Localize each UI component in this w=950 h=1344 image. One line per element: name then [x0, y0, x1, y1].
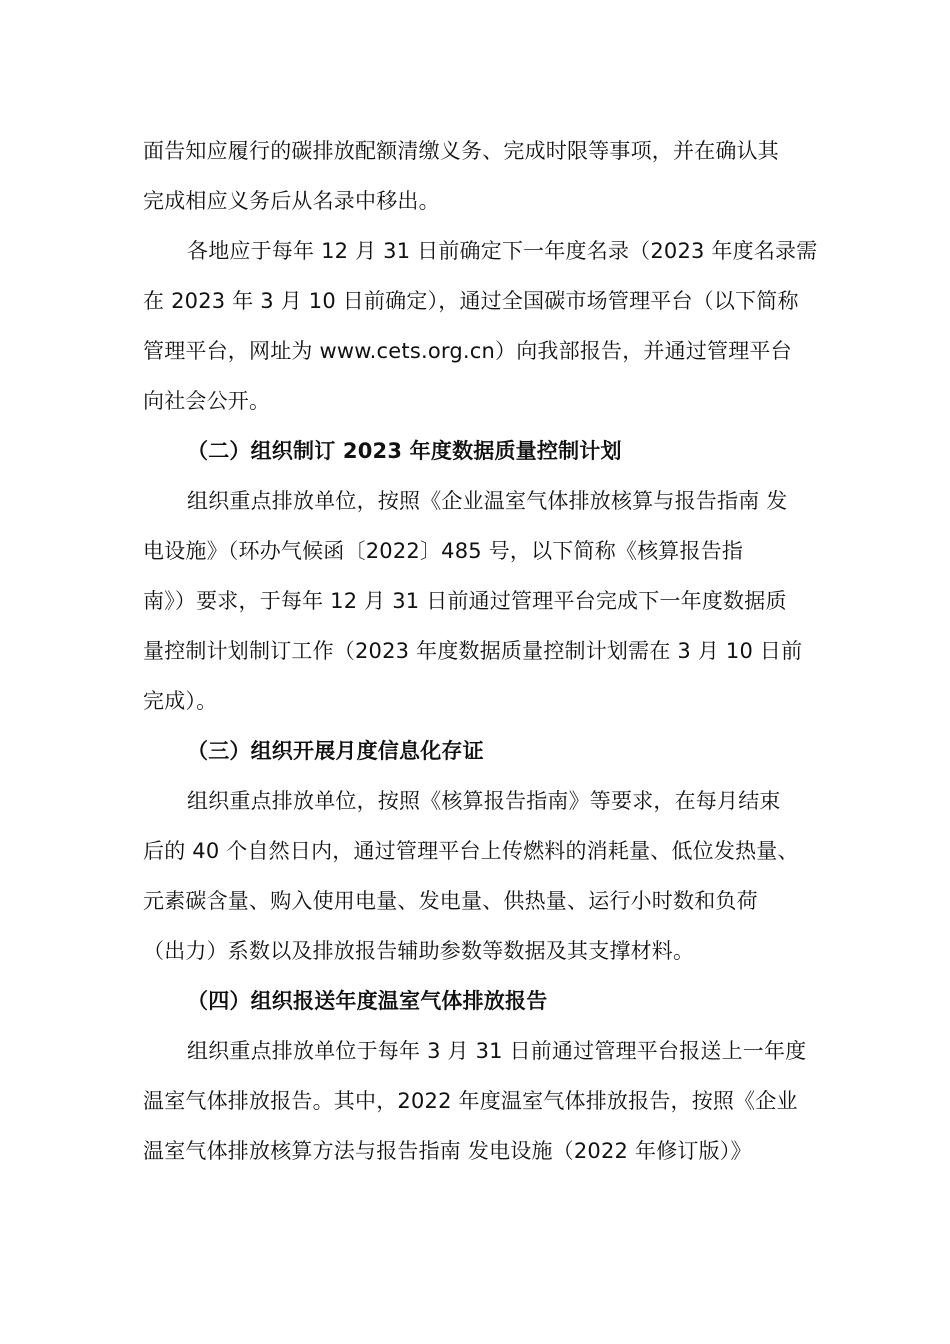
- text-line: 完成）。: [143, 689, 218, 713]
- text-line: 量控制计划制订工作（2023 年度数据质量控制计划需在 3 月 10 日前: [143, 639, 803, 663]
- paragraph-first-line: 各地应于每年 12 月 31 日前确定下一年度名录（2023 年度名录需: [187, 239, 818, 263]
- text-line: 管理平台，网址为 www.cets.org.cn）向我部报告，并通过管理平台: [143, 339, 792, 363]
- section-heading: （二）组织制订 2023 年度数据质量控制计划: [187, 439, 622, 463]
- text-line: 向社会公开。: [143, 389, 271, 413]
- text-line: 元素碳含量、购入使用电量、发电量、供热量、运行小时数和负荷: [143, 889, 758, 913]
- text-line: 温室气体排放报告。其中，2022 年度温室气体排放报告，按照《企业: [143, 1089, 798, 1113]
- text-line: 在 2023 年 3 月 10 日前确定），通过全国碳市场管理平台（以下简称: [143, 289, 799, 313]
- section-heading: （三）组织开展月度信息化存证: [187, 739, 484, 763]
- paragraph-first-line: 组织重点排放单位，按照《核算报告指南》等要求，在每月结束: [187, 789, 781, 813]
- text-line: 后的 40 个自然日内，通过管理平台上传燃料的消耗量、低位发热量、: [143, 839, 799, 863]
- text-line: 南》）要求，于每年 12 月 31 日前通过管理平台完成下一年度数据质: [143, 589, 787, 613]
- text-line: 面告知应履行的碳排放配额清缴义务、完成时限等事项，并在确认其: [143, 139, 779, 163]
- text-line: 完成相应义务后从名录中移出。: [143, 189, 440, 213]
- section-heading: （四）组织报送年度温室气体排放报告: [187, 989, 548, 1013]
- text-line: （出力）系数以及排放报告辅助参数等数据及其支撑材料。: [143, 939, 695, 963]
- text-line: 电设施》（环办气候函〔2022〕485 号，以下简称《核算报告指: [143, 539, 744, 563]
- text-line: 温室气体排放核算方法与报告指南 发电设施（2022 年修订版）》: [143, 1139, 752, 1163]
- paragraph-first-line: 组织重点排放单位于每年 3 月 31 日前通过管理平台报送上一年度: [187, 1039, 807, 1063]
- paragraph-first-line: 组织重点排放单位，按照《企业温室气体排放核算与报告指南 发: [187, 489, 788, 513]
